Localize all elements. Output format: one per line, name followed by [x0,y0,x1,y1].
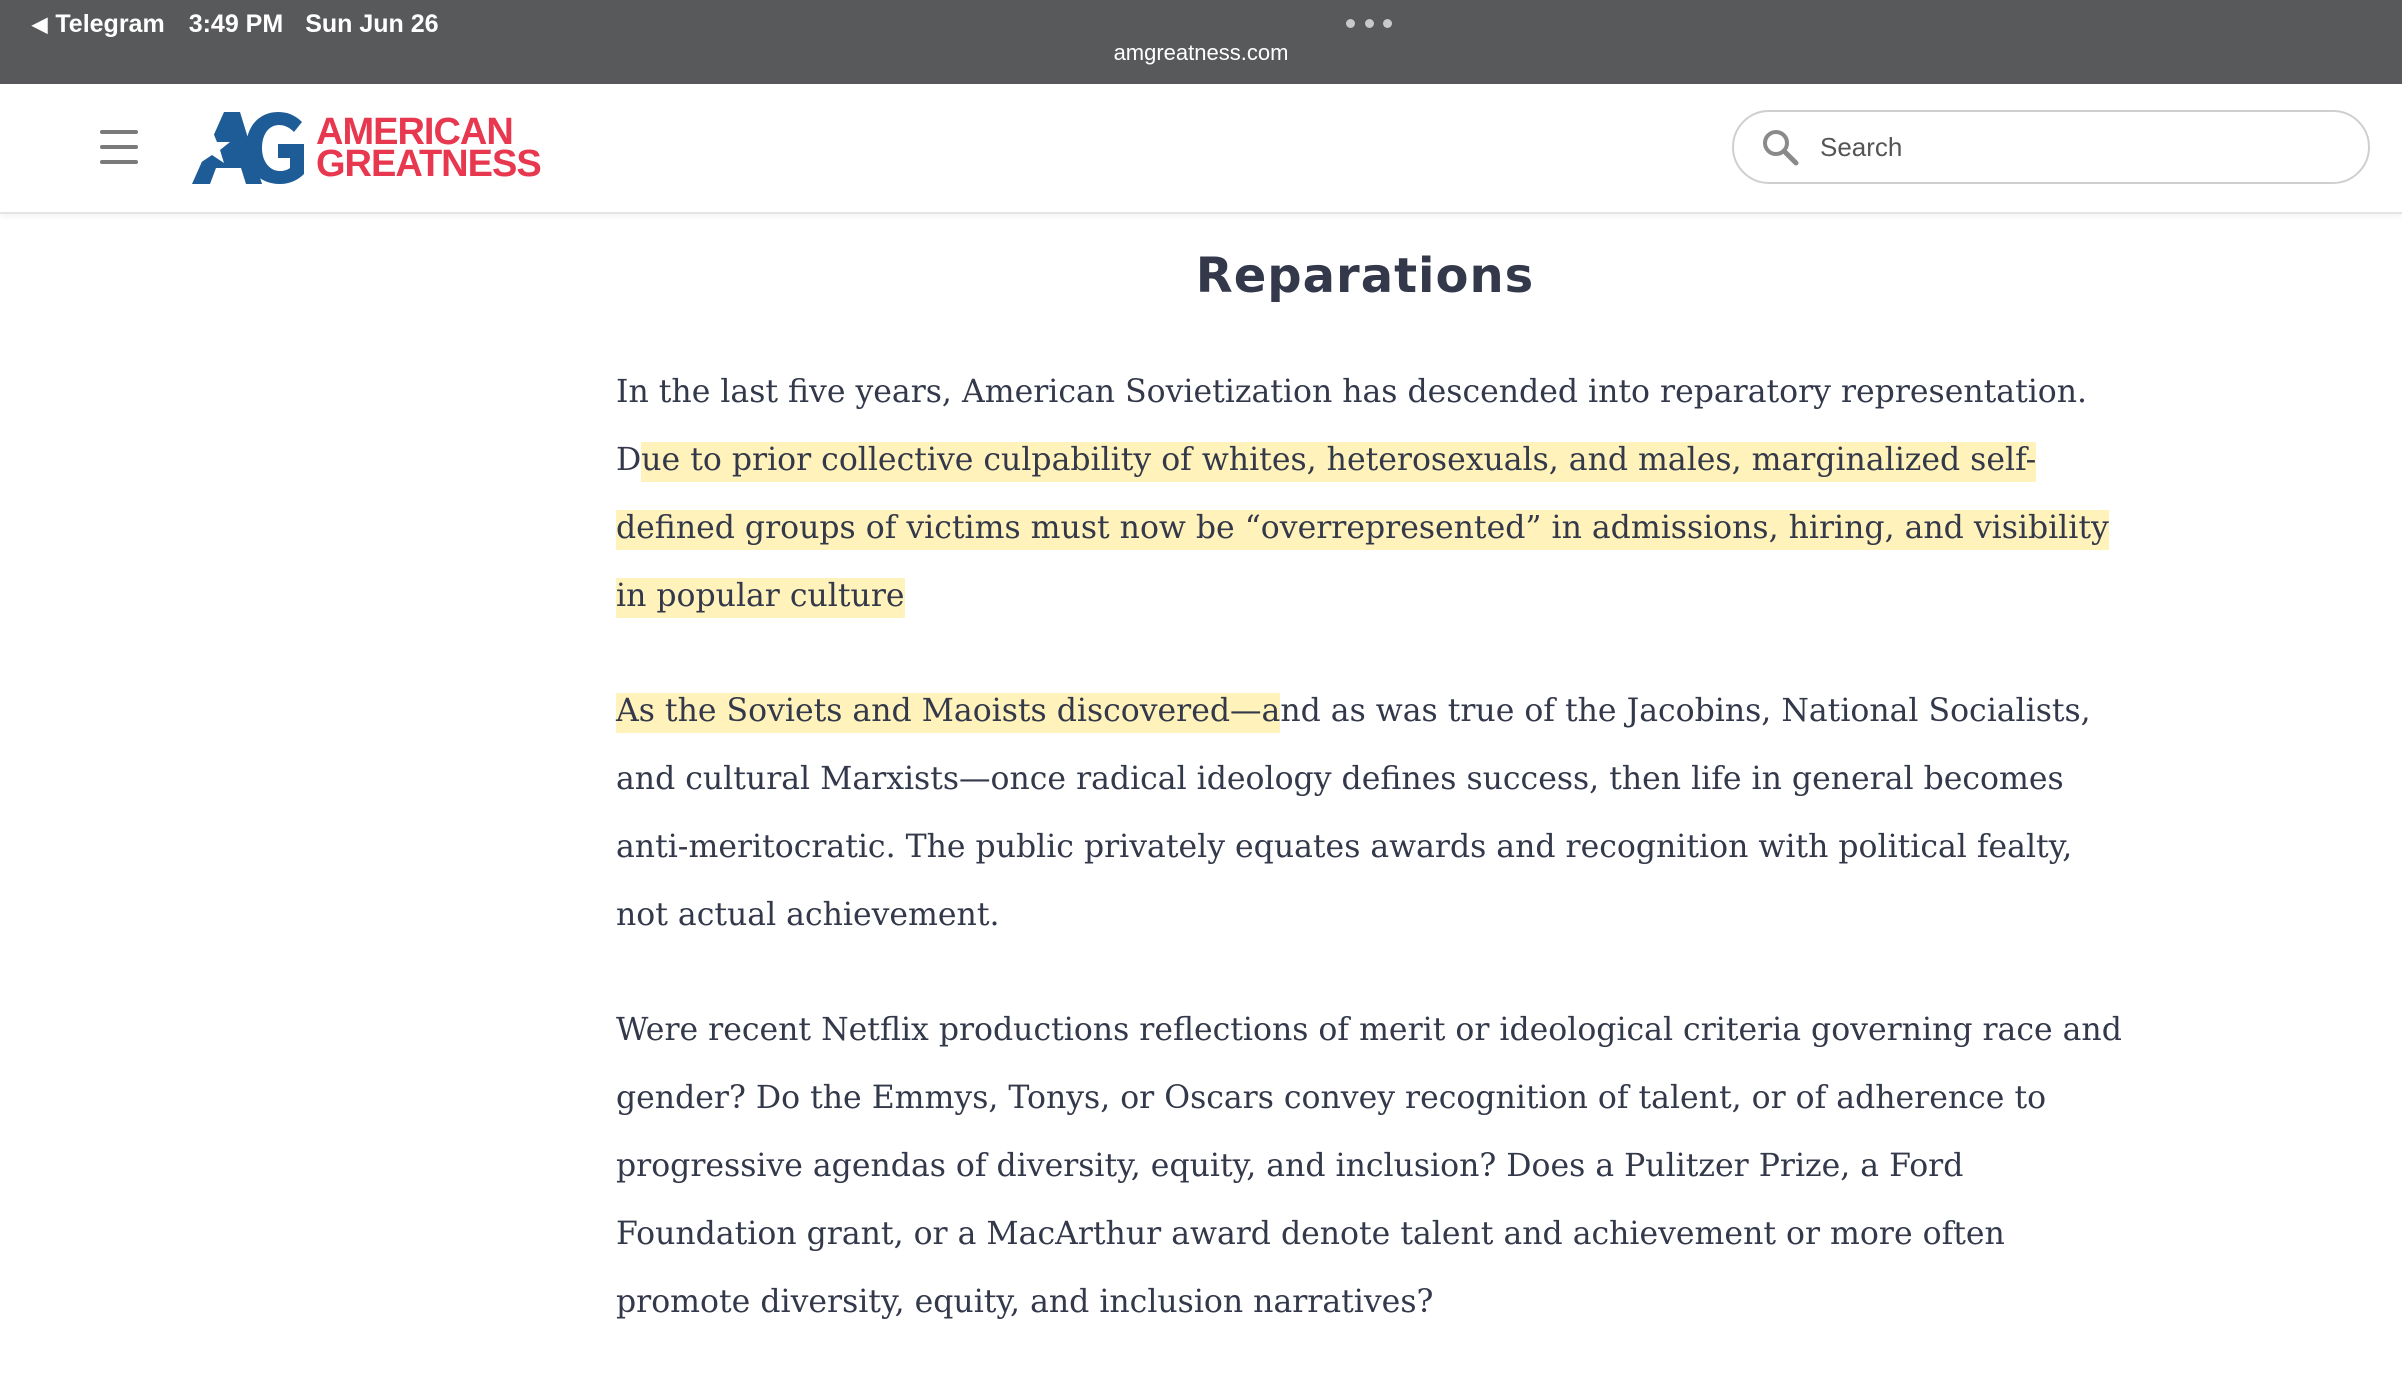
article-paragraph-1 [616,358,2132,630]
logo-line-2: GREATNESS [316,143,541,185]
ag-logo-mark [190,108,308,188]
paragraph-1-text: In the last five years, American Sovietization has descended into reparatory representation. [616,374,2088,410]
multitasking-dots-icon[interactable] [1346,19,1392,29]
site-logo[interactable] [190,108,541,188]
status-time: 3:49 PM [188,9,284,38]
search-bar[interactable] [1732,110,2370,184]
highlighted-text-2[interactable]: As the Soviets and Maoists discovered—a [616,693,1280,733]
status-date: Sun Jun 26 [305,9,439,38]
article-paragraph-2 [616,677,2132,949]
highlighted-text-1[interactable]: ue to prior collective culpability of whites, heterosexuals, and males, marginalized self-defined groups of victims must now be “overrepresented” in admissions, hiring, and visibility in popular culture [616,442,2109,618]
site-header [0,84,2402,214]
page-url[interactable]: amgreatness.com [1113,40,1289,65]
article-title: Reparations [1195,248,1535,304]
article-body [616,358,2132,1383]
back-arrow-icon[interactable]: ◀ [32,13,48,36]
search-icon [1760,127,1800,167]
status-bar-left [32,8,439,40]
paragraph-1-text-cont: D [616,442,642,478]
hamburger-menu-icon[interactable] [100,130,138,164]
paragraph-2-text: nd as was true of the Jacobins, National Socialists, and cultural Marxists—once radical ideology defines success, then life in general becomes anti-meritocratic. The public privately equates awards and recognition with political fealty, not actual achievement. [616,693,2091,933]
status-bar [0,0,2402,84]
logo-wordmark [316,111,541,185]
article-paragraph-3: Were recent Netflix productions reflections of merit or ideological criteria governing race and gender? Do the Emmys, Tonys, or Oscars convey recognition of talent, or of adherence to progressive agendas of diversity, equity, and inclusion? Does a Pulitzer Prize, a Ford Foundation grant, or a MacArthur award denote talent and achievement or more often promote diversity, equity, and inclusion narratives? [616,1012,2122,1320]
back-to-app-link[interactable]: Telegram [55,9,165,38]
search-input[interactable] [1818,131,2342,164]
logo-line-1: AMERICAN [316,111,513,153]
